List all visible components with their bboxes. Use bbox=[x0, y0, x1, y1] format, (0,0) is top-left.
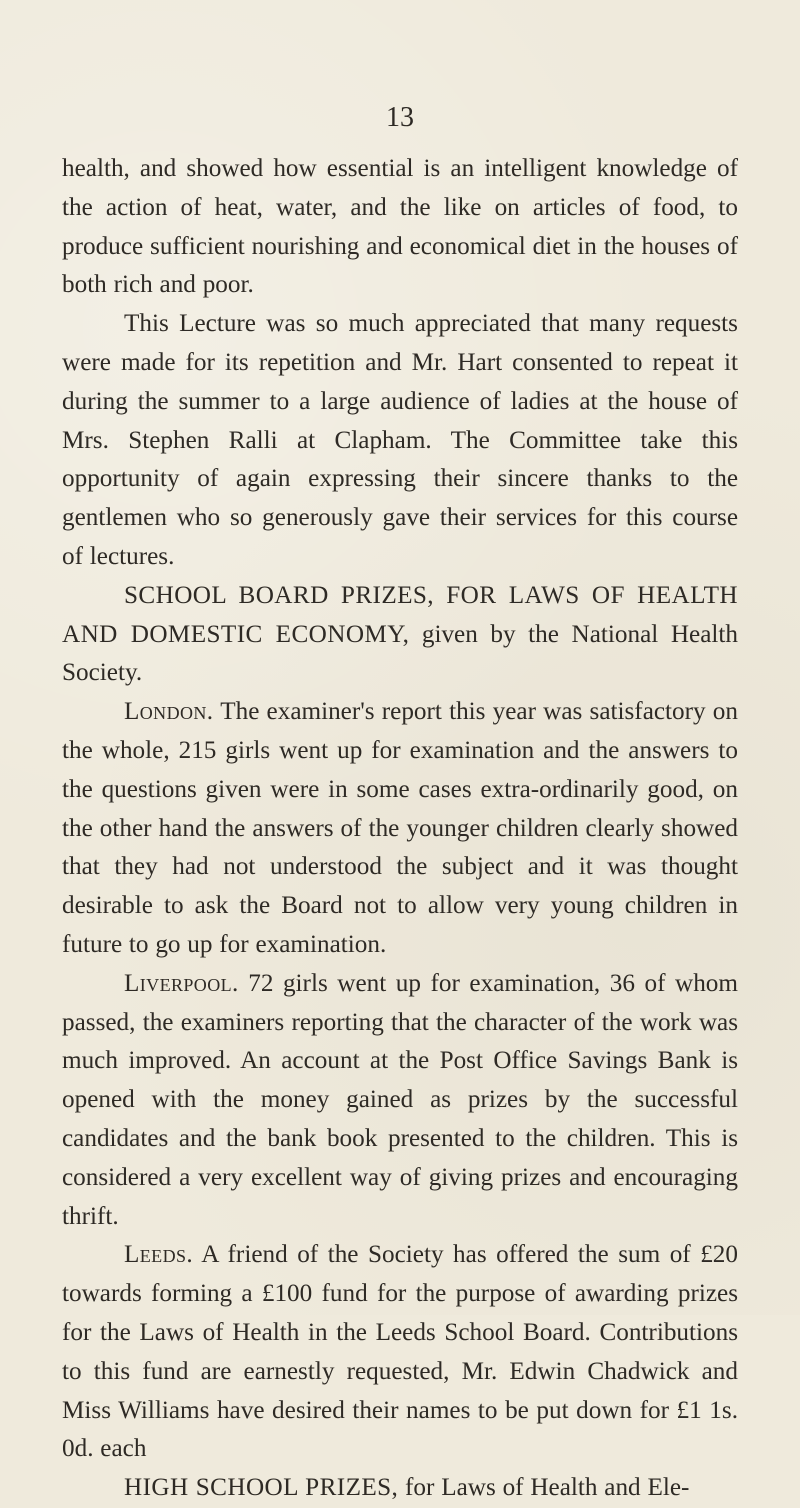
paragraph-diet-education: health, and showed how essential is an intelligent knowledge of the action of heat, water, and the like on articles of food, to produce sufficient nourishing and economical diet in the houses of both rich and poor. bbox=[62, 155, 738, 299]
paragraph-school-board-prizes bbox=[62, 577, 738, 693]
paragraph-leeds-report bbox=[62, 1236, 738, 1469]
liverpool-label: Liverpool. bbox=[124, 969, 239, 997]
page-content bbox=[62, 150, 738, 1508]
leeds-report-text: A friend of the Society has offered the sum of £20 towards forming a £100 fund for the purpose of awarding prizes for the Laws of Health in the Leeds School Board. Contributions to this fund are earnestly requested, Mr. Edwin Chadwick and Miss Williams have desired their names to be put down for £1 1s. 0d. each bbox=[62, 1241, 738, 1463]
liverpool-report-text: 72 girls went up for examination, 36 of whom passed, the examiners reporting that the character of the work was much improved. An account at the Post Office Savings Bank is opened with the money gained as prizes by the successful candidates and the bank book presented to the children. This is considered a very excellent way of giving prizes and encouraging thrift. bbox=[62, 969, 738, 1230]
paragraph-liverpool-report bbox=[62, 965, 738, 1237]
london-label: London. bbox=[124, 698, 214, 726]
paragraph-high-school-prizes bbox=[62, 1469, 738, 1508]
paragraph-lecture-repetition: This Lecture was so much appreciated that many requests were made for its repetition and Mr. Hart consented to repeat it during the summer to a large audience of ladies at the house of Mrs. Stephen Ralli at Clapham. The Committee take this opportunity of again expressing their sincere thanks to the gentlemen who so generously gave their services for this course of lectures. bbox=[62, 310, 738, 570]
high-school-prizes-heading: HIGH SCHOOL PRIZES, bbox=[124, 1474, 399, 1502]
page-number: 13 bbox=[386, 102, 414, 133]
high-school-prizes-text: for Laws of Health and Ele- bbox=[398, 1474, 690, 1502]
leeds-label: Leeds. bbox=[124, 1241, 194, 1269]
school-board-prizes-heading: SCHOOL BOARD PRIZES, FOR LAWS OF HEALTH AND DOMESTIC ECONOMY, bbox=[62, 581, 738, 648]
paragraph-london-report bbox=[62, 693, 738, 965]
london-report-text: The examiner's report this year was satisfactory on the whole, 215 girls went up for examination and the answers to the questions given were in some cases extra-ordinarily good, on the other hand the answers of the younger children clearly showed that they had not understood the subject and it was thought desirable to ask the Board not to allow very young children in future to go up for examination. bbox=[62, 698, 738, 958]
school-board-prizes-text: given by the National Health Society. bbox=[62, 620, 738, 687]
